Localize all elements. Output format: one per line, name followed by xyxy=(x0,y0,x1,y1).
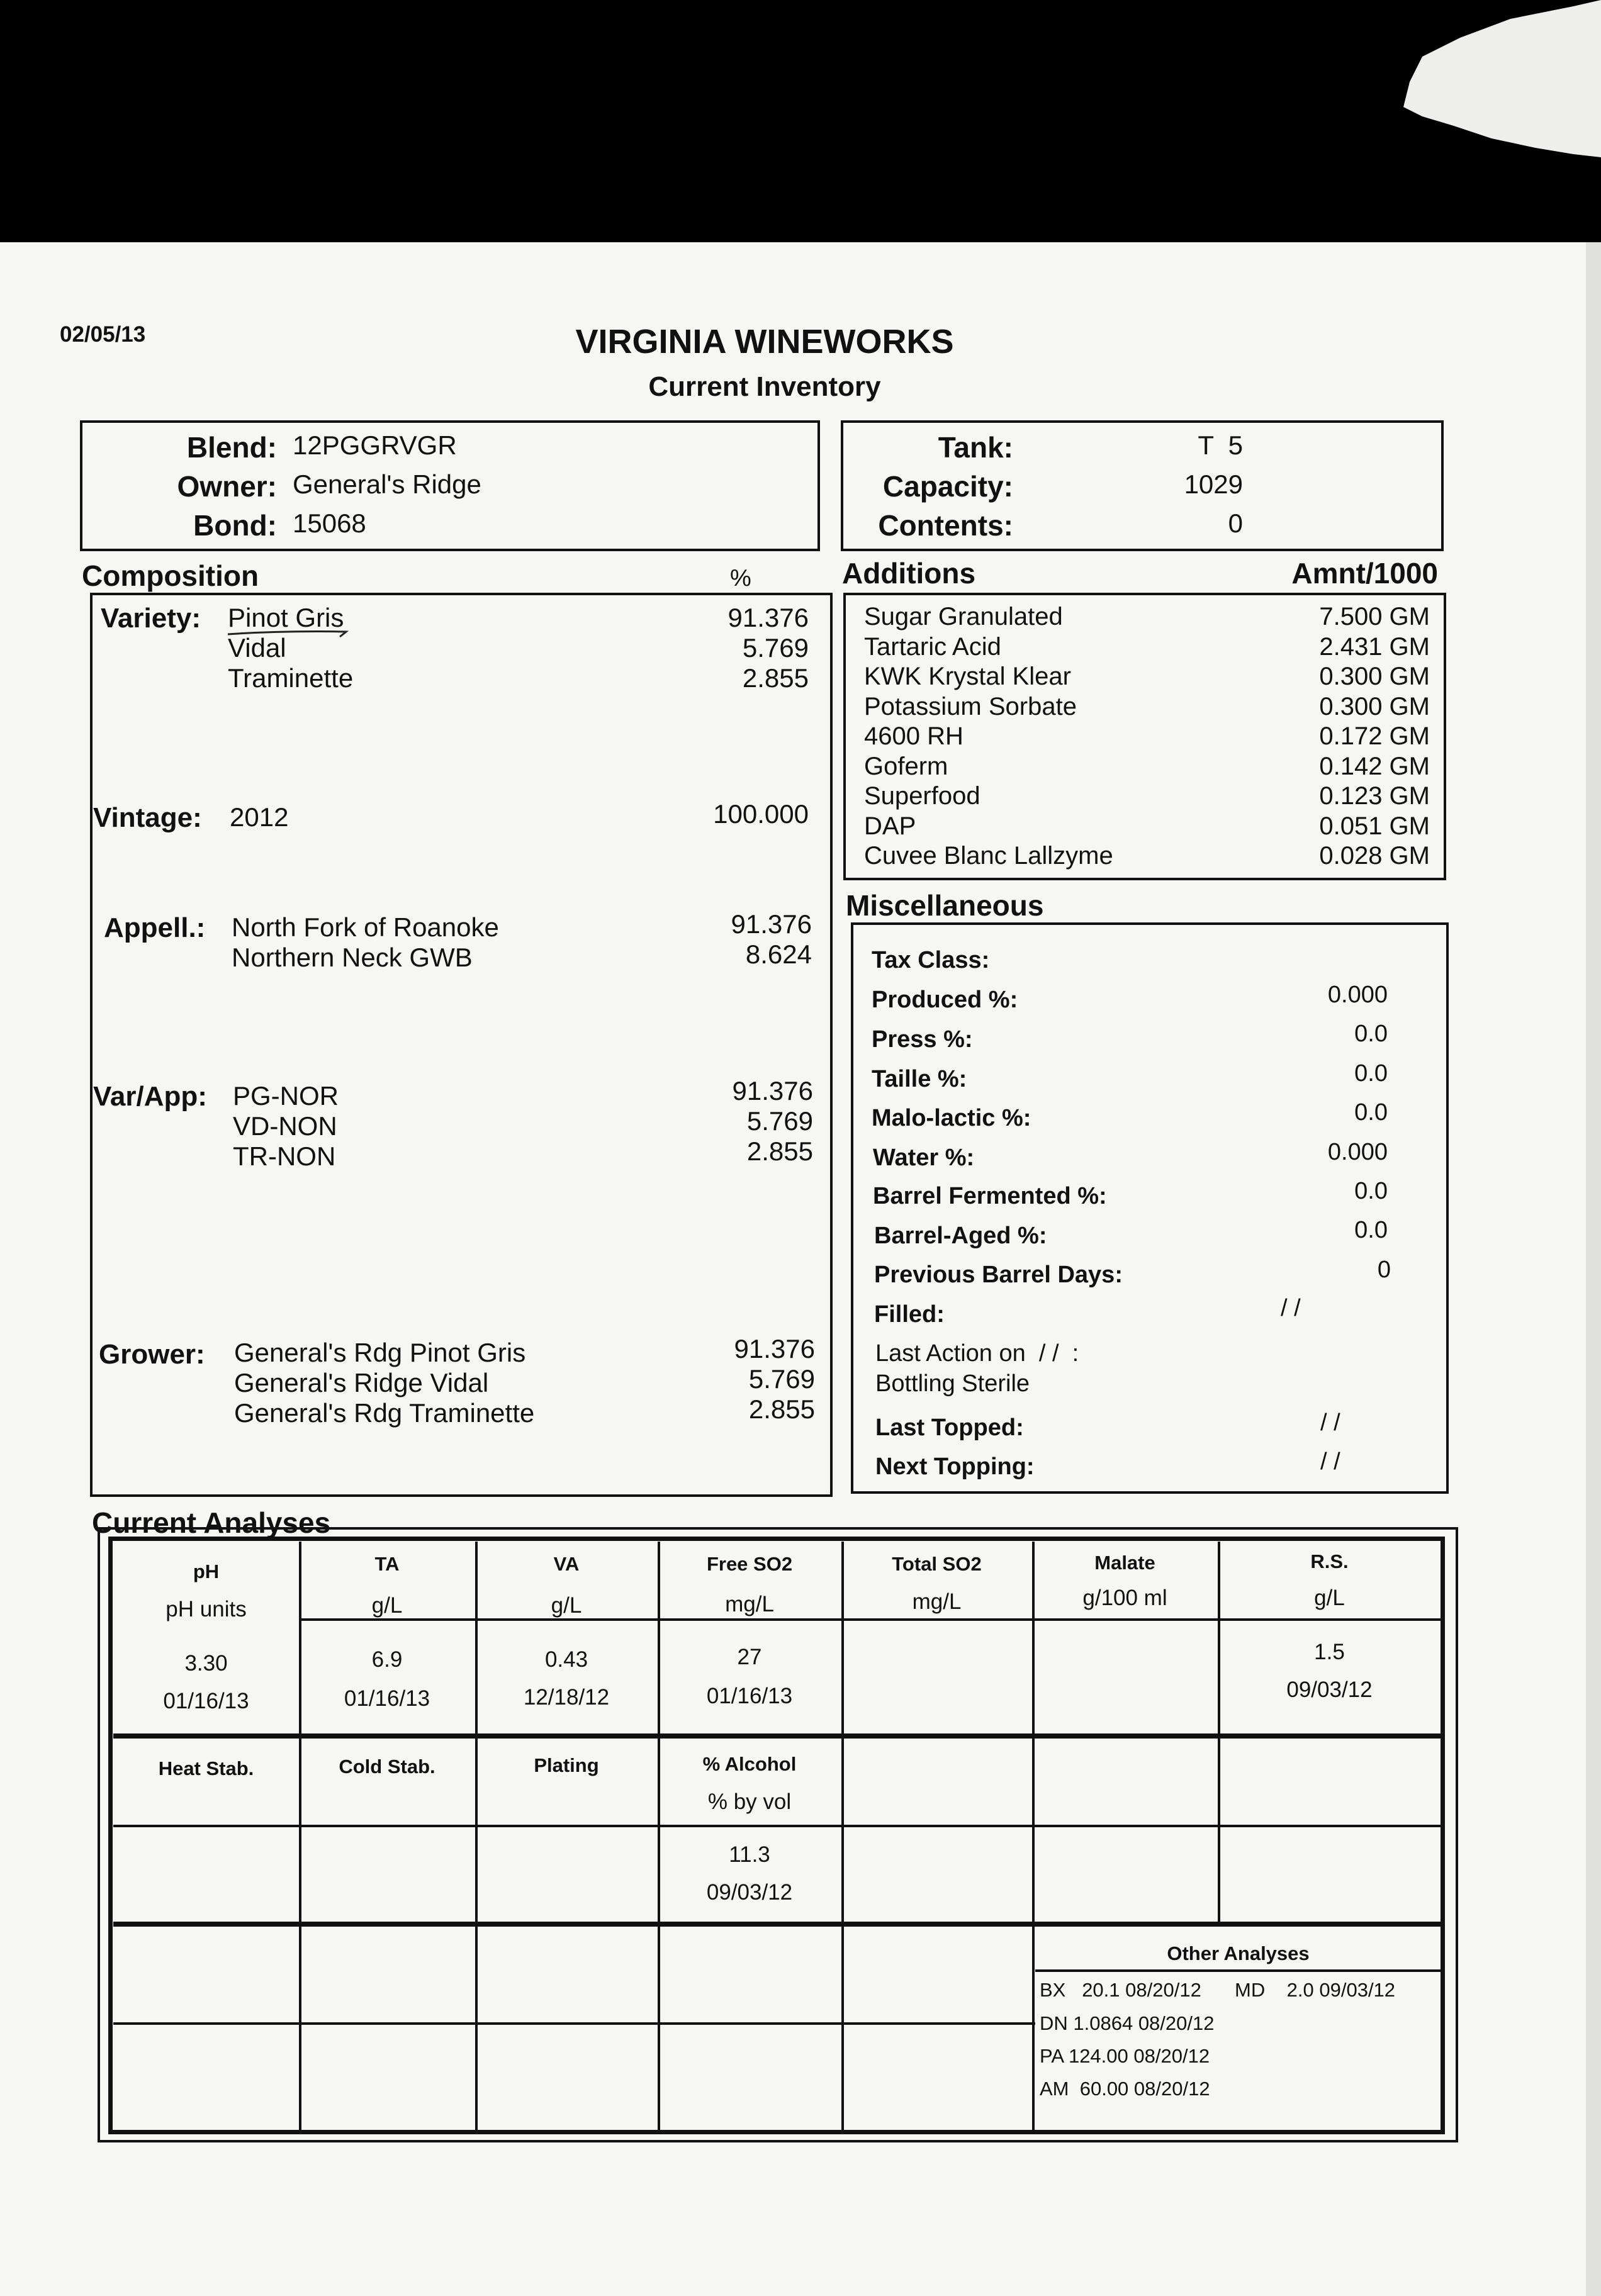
column-divider xyxy=(1032,1542,1035,2130)
analysis-value: 3.30 xyxy=(184,1651,228,1676)
analysis-value: 27 xyxy=(737,1645,762,1669)
analysis-unit: mg/L xyxy=(912,1589,962,1614)
addition-amount: 0.300 GM xyxy=(1319,692,1430,720)
analysis-header: VA xyxy=(553,1553,580,1575)
tank-label: Tank: xyxy=(938,431,1013,464)
grower-name: General's Rdg Pinot Gris xyxy=(234,1338,526,1367)
other-analysis-am: AM 60.00 08/20/12 xyxy=(1040,2078,1210,2100)
water-value: 0.000 xyxy=(1327,1139,1388,1165)
barrel-fermented-value: 0.0 xyxy=(1354,1178,1388,1204)
addition-amount: 7.500 GM xyxy=(1319,603,1430,630)
analyses-table xyxy=(108,1537,1445,2134)
analysis-header: R.S. xyxy=(1310,1550,1349,1572)
barrel-aged-value: 0.0 xyxy=(1354,1217,1388,1243)
varapp-label: Var/App: xyxy=(93,1081,207,1112)
other-analysis-dn: DN 1.0864 08/20/12 xyxy=(1040,2012,1215,2034)
varapp-pct: 91.376 xyxy=(732,1076,813,1106)
grower-pct: 2.855 xyxy=(748,1394,815,1424)
addition-amount: 0.051 GM xyxy=(1319,812,1430,840)
addition-name: Potassium Sorbate xyxy=(864,692,1077,720)
analysis-header: Malate xyxy=(1094,1552,1155,1574)
filled-label: Filled: xyxy=(874,1301,945,1328)
row-divider xyxy=(299,1618,1441,1621)
previous-barrel-days-label: Previous Barrel Days: xyxy=(874,1262,1123,1288)
analysis-date: 01/16/13 xyxy=(706,1684,793,1708)
next-topping-label: Next Topping: xyxy=(875,1453,1035,1480)
bottling-sterile: Bottling Sterile xyxy=(875,1370,1030,1397)
variety-name: Traminette xyxy=(228,663,354,693)
capacity-value: 1029 xyxy=(1184,469,1243,499)
additions-amount-header: Amnt/1000 xyxy=(1291,557,1438,590)
addition-amount: 0.142 GM xyxy=(1319,752,1430,780)
analysis-value: 6.9 xyxy=(371,1647,403,1672)
variety-name: Vidal xyxy=(228,633,286,663)
appellation-name: Northern Neck GWB xyxy=(232,943,473,972)
analysis-unit: pH units xyxy=(166,1597,247,1621)
analysis-header: Plating xyxy=(534,1754,599,1776)
owner-label: Owner: xyxy=(177,470,277,503)
paper-edge xyxy=(1586,242,1601,2296)
addition-amount: 2.431 GM xyxy=(1319,632,1430,661)
grower-label: Grower: xyxy=(99,1339,205,1370)
grower-pct: 5.769 xyxy=(748,1364,815,1394)
grower-pct: 91.376 xyxy=(734,1334,815,1364)
column-divider xyxy=(658,1542,660,2130)
tank-value: T 5 xyxy=(1198,430,1243,460)
addition-amount: 0.028 GM xyxy=(1319,842,1430,870)
miscellaneous-title: Miscellaneous xyxy=(846,889,1044,922)
owner-value: General's Ridge xyxy=(293,469,481,499)
addition-name: DAP xyxy=(864,812,916,840)
analysis-unit: mg/L xyxy=(725,1592,774,1616)
varapp-name: PG-NOR xyxy=(233,1081,339,1111)
analysis-header: Heat Stab. xyxy=(158,1757,254,1779)
alcohol-date: 09/03/12 xyxy=(706,1880,793,1905)
blend-value: 12PGGRVGR xyxy=(293,430,457,460)
grower-name: General's Rdg Traminette xyxy=(234,1398,535,1428)
row-divider xyxy=(113,2022,1035,2025)
analysis-value: 1.5 xyxy=(1314,1640,1345,1664)
report-subtitle: Current Inventory xyxy=(648,371,881,402)
addition-name: Sugar Granulated xyxy=(864,603,1063,630)
addition-amount: 0.300 GM xyxy=(1319,663,1430,690)
variety-name: Pinot Gris xyxy=(228,603,344,632)
variety-label: Variety: xyxy=(101,603,201,634)
capacity-label: Capacity: xyxy=(882,470,1013,503)
addition-name: Cuvee Blanc Lallzyme xyxy=(864,842,1113,870)
addition-amount: 0.123 GM xyxy=(1319,782,1430,810)
last-topped-value: / / xyxy=(1320,1409,1340,1436)
bond-label: Bond: xyxy=(193,509,277,542)
additions-title: Additions xyxy=(842,557,976,590)
next-topping-value: / / xyxy=(1320,1448,1340,1475)
addition-name: Tartaric Acid xyxy=(864,632,1001,661)
variety-pct: 2.855 xyxy=(742,663,809,693)
malo-lactic-value: 0.0 xyxy=(1354,1099,1388,1126)
variety-pct: 91.376 xyxy=(727,603,809,632)
vintage-value: 2012 xyxy=(230,802,289,832)
composition-pct-header: % xyxy=(730,565,751,591)
addition-name: KWK Krystal Klear xyxy=(864,663,1071,690)
analysis-unit: % by vol xyxy=(707,1789,792,1814)
analysis-unit: g/L xyxy=(551,1593,582,1618)
analysis-header: Free SO2 xyxy=(706,1553,793,1575)
column-divider xyxy=(841,1542,844,2130)
column-divider xyxy=(299,1542,301,2130)
analysis-header: Cold Stab. xyxy=(339,1756,435,1778)
analysis-header: TA xyxy=(374,1553,400,1575)
analysis-date: 01/16/13 xyxy=(163,1689,249,1713)
produced-value: 0.000 xyxy=(1327,982,1388,1008)
row-divider xyxy=(113,1922,1441,1927)
tax-class-label: Tax Class: xyxy=(872,947,990,973)
addition-name: Goferm xyxy=(864,752,948,780)
varapp-name: TR-NON xyxy=(233,1141,336,1171)
other-analysis-bx: BX 20.1 08/20/12 xyxy=(1040,1979,1201,2001)
alcohol-value: 11.3 xyxy=(729,1842,770,1867)
appellation-name: North Fork of Roanoke xyxy=(232,912,499,942)
filled-value: / / xyxy=(1281,1295,1301,1321)
last-topped-label: Last Topped: xyxy=(875,1414,1024,1441)
grower-name: General's Ridge Vidal xyxy=(234,1368,489,1397)
analysis-unit: g/L xyxy=(371,1593,403,1618)
row-divider xyxy=(1035,1969,1441,1972)
malo-lactic-label: Malo-lactic %: xyxy=(872,1105,1031,1131)
bond-value: 15068 xyxy=(293,508,366,538)
column-divider xyxy=(475,1542,478,2130)
varapp-pct: 5.769 xyxy=(746,1106,813,1136)
addition-name: 4600 RH xyxy=(864,722,963,750)
analysis-value: 0.43 xyxy=(544,1647,588,1672)
row-divider xyxy=(113,1733,1441,1739)
analysis-header: pH xyxy=(193,1560,220,1582)
other-analysis-pa: PA 124.00 08/20/12 xyxy=(1040,2045,1210,2067)
addition-amount: 0.172 GM xyxy=(1319,722,1430,750)
previous-barrel-days-value: 0 xyxy=(1377,1257,1391,1283)
analysis-date: 09/03/12 xyxy=(1286,1677,1373,1702)
composition-title: Composition xyxy=(82,559,259,592)
taille-value: 0.0 xyxy=(1354,1060,1388,1087)
appellation-label: Appell.: xyxy=(104,912,206,943)
blend-label: Blend: xyxy=(186,431,277,464)
other-analysis-md: MD 2.0 09/03/12 xyxy=(1235,1979,1396,2001)
barrel-fermented-label: Barrel Fermented %: xyxy=(873,1183,1107,1209)
analysis-header: Total SO2 xyxy=(892,1553,982,1575)
varapp-name: VD-NON xyxy=(233,1111,337,1141)
contents-value: 0 xyxy=(1228,508,1243,538)
press-label: Press %: xyxy=(872,1026,973,1053)
other-analyses-title: Other Analyses xyxy=(1167,1942,1310,1964)
press-value: 0.0 xyxy=(1354,1021,1388,1047)
analysis-date: 01/16/13 xyxy=(344,1686,430,1711)
vintage-label: Vintage: xyxy=(93,802,202,833)
varapp-pct: 2.855 xyxy=(746,1136,813,1166)
addition-name: Superfood xyxy=(864,782,980,810)
analysis-header: % Alcohol xyxy=(702,1753,797,1775)
barrel-aged-label: Barrel-Aged %: xyxy=(874,1223,1047,1249)
row-divider xyxy=(113,1825,1441,1827)
report-date: 02/05/13 xyxy=(60,322,146,347)
appellation-pct: 91.376 xyxy=(731,909,812,939)
analysis-unit: g/100 ml xyxy=(1082,1586,1167,1610)
scanner-edge-mark xyxy=(1385,0,1601,189)
produced-label: Produced %: xyxy=(872,987,1018,1013)
analysis-unit: g/L xyxy=(1314,1586,1345,1610)
water-label: Water %: xyxy=(873,1145,975,1171)
appellation-pct: 8.624 xyxy=(745,939,812,969)
variety-pct: 5.769 xyxy=(742,633,809,663)
scan-black-area xyxy=(0,0,1601,242)
contents-label: Contents: xyxy=(878,509,1013,542)
taille-label: Taille %: xyxy=(872,1066,967,1092)
last-action: Last Action on / / : xyxy=(875,1340,1079,1367)
current-analyses-title: Current Analyses xyxy=(92,1506,331,1539)
company-title: VIRGINIA WINEWORKS xyxy=(575,323,954,361)
vintage-pct: 100.000 xyxy=(713,799,809,829)
analysis-date: 12/18/12 xyxy=(523,1685,610,1710)
